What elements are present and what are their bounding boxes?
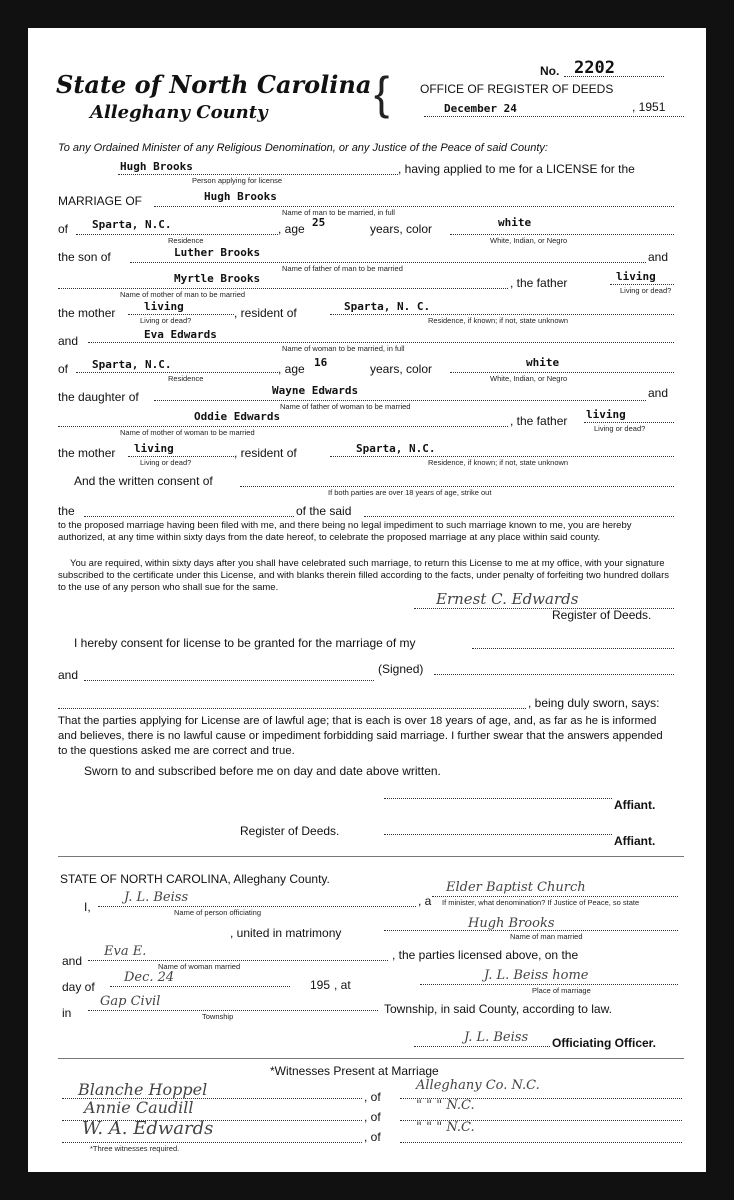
- witness-name: Blanche Hoppel: [78, 1080, 208, 1099]
- certificate-heading: STATE OF NORTH CAROLINA, Alleghany County.: [60, 872, 330, 886]
- witness-place: Alleghany Co. N.C.: [416, 1078, 540, 1093]
- intro-text: To any Ordained Minister of any Religious Denomination, or any Justice of the Peace of said County:: [58, 142, 548, 154]
- woman-married: Eva E.: [104, 944, 147, 959]
- groom-age: 25: [312, 216, 326, 229]
- witness-footnote: *Three witnesses required.: [90, 1144, 180, 1153]
- groom-father-status: living: [616, 270, 656, 283]
- groom-father: Luther Brooks: [174, 246, 261, 259]
- man-married: Hugh Brooks: [468, 916, 555, 931]
- witness-place: " " " N.C.: [416, 1120, 475, 1135]
- section-divider: [58, 856, 684, 857]
- applicant-name: Hugh Brooks: [120, 160, 193, 173]
- groom-mother-status: living: [144, 300, 184, 313]
- bride-mother-residence: Sparta, N.C.: [356, 442, 436, 455]
- license-number: 2202: [574, 58, 615, 78]
- bride-mother: Oddie Edwards: [194, 410, 281, 423]
- bride-color: white: [526, 356, 560, 369]
- marriage-place: J. L. Beiss home: [484, 968, 589, 983]
- bride-mother-status: living: [134, 442, 174, 455]
- bride-age: 16: [314, 356, 328, 369]
- state-title: State of North Carolina: [56, 70, 372, 99]
- groom-color: white: [498, 216, 532, 229]
- bride-father-status: living: [586, 408, 626, 421]
- marriage-day: Dec. 24: [124, 970, 175, 985]
- office-label: OFFICE OF REGISTER OF DEEDS: [420, 82, 614, 96]
- groom-name: Hugh Brooks: [204, 190, 277, 203]
- witnesses-heading: *Witnesses Present at Marriage: [270, 1064, 439, 1078]
- bride-name: Eva Edwards: [144, 328, 217, 341]
- bride-residence: Sparta, N.C.: [92, 358, 172, 371]
- groom-mother-residence: Sparta, N. C.: [344, 300, 431, 313]
- no-label: No.: [540, 64, 560, 78]
- return-paragraph: You are required, within sixty days after you shall have celebrated such marriage, to return this License to me at my office, with your signature subscribed to the certificate under this License, and with blanks therein filled according to the facts, under penalty of forfeiting two hundred dollars to the use of any person who shall sue for the same.: [58, 558, 669, 593]
- affidavit-text: That the parties applying for License are of lawful age; that is each is over 18 years of age, and, as far as he is informed and believes, there is no lawful cause or impediment forbidding said marriage. I further swear that the answers appended to the questions asked me are correct and true.: [58, 715, 663, 757]
- groom-mother: Myrtle Brooks: [174, 272, 261, 285]
- register-signature: Ernest C. Edwards: [436, 590, 579, 608]
- bracket: {: [374, 67, 390, 119]
- license-date: December 24: [444, 102, 517, 115]
- officiant-denomination: Elder Baptist Church: [446, 880, 586, 895]
- license-year: , 1951: [632, 100, 666, 114]
- marriage-township: Gap Civil: [100, 994, 161, 1009]
- bride-father: Wayne Edwards: [272, 384, 359, 397]
- groom-residence: Sparta, N.C.: [92, 218, 172, 231]
- authorization-paragraph: to the proposed marriage having been filed with me, and there being no legal impediment to such marriage known to me, you are hereby authorized, at any time within sixty days from the date hereof, to celebrate the proposed marriage at any place within said county.: [58, 520, 632, 543]
- witness-name: Annie Caudill: [84, 1098, 194, 1117]
- license-form: State of North Carolina Alleghany County { No. 2202 OFFICE OF REGISTER OF DEEDS December 24 , 1951 To any Ordained Minister of any Religious Denomination, or any Justice of the Peace of said County: Hugh Brooks Person applying for license , having applied to me for a LICENSE for the MARRIAGE OF Hugh Brooks Name of man to be married, in full of Sparta, N.C. Residence , age 25 years, color white White, Indian, or Negro the son of Luther Brooks Name of father of man to be married and Myrtle Brooks Name of mother of man to be married , the father living Living or dead? the mother living Living or dead? , resident of Sparta, N. C. Residence, if known; if not, state unknown and Eva Edwards Name of woman to be married, in full of Sparta, N.C. Residence , age 16 years, color white White, Indian, or Negro the daughter of Wayne Edwards Name of father of woman to be married and Oddie Edwards Name of mother of woman to be married , the father living Living or dead? the mother living Living or dead? , resident of Sparta, N.C. Residence, if known; if not, state unknown And the written consent of If both parties are over 18 years of age, strike out the of the said to the proposed marriage having been filed with me, and there being no legal impediment to such marriage known to me, you are hereby authorized, at any time within sixty days from the date hereof, to celebrate the proposed marriage at any place within said county. You are required, within sixty days after you shall have celebrated such marriage, to return this License to me at my office, with your signature subscribed to the certificate under this License, and with blanks therein filled according to the facts, under penalty of forfeiting two hundred dollars to the use of any person who shall sue for the same. Ernest C. Edwards Register of Deeds. I hereby consent for license to be granted for the marriage of my and (Signed) , being duly sworn, says: That the parties applying for License are of lawful age; that is each is over 18 years of age, and, as far as he is informed and believes, there is no lawful cause or impediment forbidding said marriage. I further swear that the answers appended to the questions asked me are correct and true. Sworn to and subscribed before me on day and date above written. Affiant. Register of Deeds. Affiant. STATE OF NORTH CAROLINA, Alleghany County. I, J. L. Beiss Name of person officiating , a Elder Baptist Church If minister, what denomination? If Justice of Peace, so state , united in matrimony Hugh Brooks Name of man married and Eva E. Name of woman married , the parties licensed above, on the day of Dec. 24 195 , at J. L. Beiss home Place of marriage in Gap Civil Township Township, in said County, according to law. J. L. Beiss Officiating Officer. *Witnesses Present at Marriage Blanche Hoppel , of Alleghany Co. N.C. Annie Caudill , of " " " N.C. W. A. Edwards , of " " " N.C. *Three witnesses required.: [44, 44, 690, 1156]
- witness-place: " " " N.C.: [416, 1098, 475, 1113]
- officer-signature: J. L. Beiss: [464, 1030, 529, 1045]
- witness-name: W. A. Edwards: [82, 1118, 214, 1139]
- county-title: Alleghany County: [90, 102, 268, 123]
- officiant-name: J. L. Beiss: [124, 890, 189, 905]
